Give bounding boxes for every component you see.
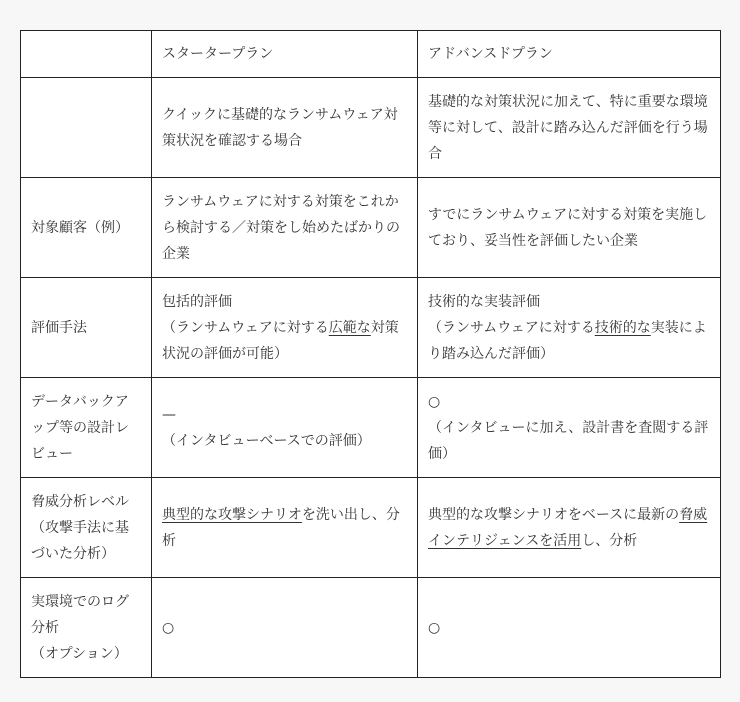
advanced-method-pre: （ランサムウェアに対する — [428, 319, 595, 336]
starter-review-note: （インタビューベースでの評価） — [162, 432, 371, 449]
row-label — [21, 578, 152, 678]
header-cell-advanced-plan: アドバンスドプラン — [418, 31, 721, 78]
starter-cell — [152, 278, 418, 378]
row-label: データバックアップ等の設計レビュー — [21, 378, 152, 478]
row-label-line2: （攻撃手法に基づいた分析） — [31, 519, 129, 562]
plan-comparison-table — [20, 30, 721, 678]
advanced-cell — [418, 478, 721, 578]
starter-method-pre: （ランサムウェアに対する — [162, 319, 329, 336]
starter-review-mark: — — [162, 406, 176, 423]
advanced-threat-post: し、分析 — [581, 532, 638, 549]
table-row-design-review — [21, 378, 721, 478]
starter-cell: クイックに基礎的なランサムウェア対策状況を確認する場合 — [152, 78, 418, 178]
table-row-evaluation-method — [21, 278, 721, 378]
starter-cell: ○ — [152, 578, 418, 678]
advanced-review-note: （インタビューに加え、設計書を査閲する評価） — [428, 419, 709, 462]
advanced-cell — [418, 378, 721, 478]
advanced-cell — [418, 278, 721, 378]
row-label-line1: 脅威分析レベル — [31, 493, 129, 510]
starter-cell — [152, 378, 418, 478]
advanced-cell: すでにランサムウェアに対する対策を実施しており、妥当性を評価したい企業 — [418, 178, 721, 278]
table-row-use-case — [21, 78, 721, 178]
row-label-line1: 実環境でのログ分析 — [31, 593, 129, 636]
starter-method-title: 包括的評価 — [162, 293, 232, 310]
row-label: 評価手法 — [21, 278, 152, 378]
table-row-target-customer — [21, 178, 721, 278]
row-label — [21, 78, 152, 178]
advanced-method-post: 実装により踏み込んだ評価） — [428, 319, 707, 362]
row-label: 対象顧客（例） — [21, 178, 152, 278]
advanced-method-emphasis: 技術的な — [594, 319, 651, 336]
table-row-threat-analysis — [21, 478, 721, 578]
header-cell-starter-plan: スタータープラン — [152, 31, 418, 78]
row-label-line2: （オプション） — [31, 645, 128, 662]
advanced-cell: 基礎的な対策状況に加えて、特に重要な環境等に対して、設計に踏み込んだ評価を行う場合 — [418, 78, 721, 178]
table-header-row — [21, 31, 721, 78]
starter-method-emphasis: 広範な — [328, 319, 371, 336]
advanced-cell: ○ — [418, 578, 721, 678]
row-label — [21, 478, 152, 578]
advanced-method-title: 技術的な実装評価 — [428, 293, 540, 310]
table-row-log-analysis — [21, 578, 721, 678]
starter-cell — [152, 478, 418, 578]
header-cell-empty — [21, 31, 152, 78]
starter-threat-post: を洗い出し、分析 — [162, 506, 400, 549]
starter-threat-emphasis: 典型的な攻撃シナリオ — [162, 506, 302, 523]
advanced-review-mark: ○ — [428, 393, 441, 410]
advanced-threat-emphasis: 脅威インテリジェンスを活用 — [428, 506, 708, 549]
starter-cell: ランサムウェアに対する対策をこれから検討する／対策をし始めたばかりの企業 — [152, 178, 418, 278]
starter-method-post: 対策状況の評価が可能） — [162, 319, 399, 362]
advanced-threat-pre: 典型的な攻撃シナリオをベースに最新の — [428, 506, 680, 523]
